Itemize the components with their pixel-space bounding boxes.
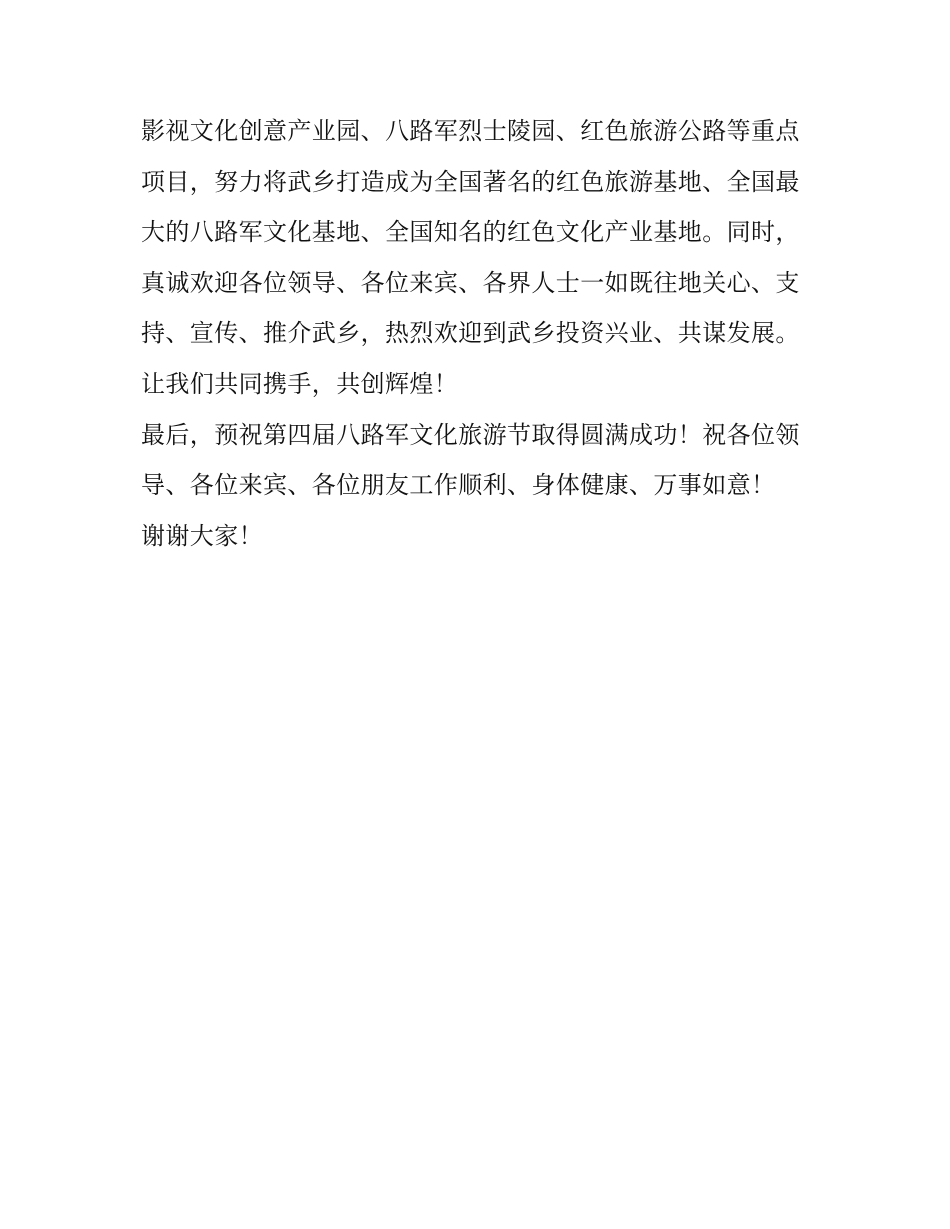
text-line: 项目，努力将武乡打造成为全国著名的红色旅游基地、全国最 (141, 167, 800, 196)
text-line: 大的八路军文化基地、全国知名的红色文化产业基地。同时， (141, 218, 800, 247)
text-line: 影视文化创意产业园、八路军烈士陵园、红色旅游公路等重点 (141, 117, 800, 145)
text-line: 谢谢大家！ (141, 521, 263, 550)
text-line: 真诚欢迎各位领导、各位来宾、各界人士一如既往地关心、支 (141, 268, 800, 297)
text-line: 最后，预祝第四届八路军文化旅游节取得圆满成功！祝各位领 (141, 420, 800, 449)
body-text (141, 106, 821, 561)
text-line: 持、宣传、推介武乡，热烈欢迎到武乡投资兴业、共谋发展。 (141, 319, 800, 348)
text-line: 导、各位来宾、各位朋友工作顺利、身体健康、万事如意！ (141, 471, 776, 500)
text-line: 让我们共同携手，共创辉煌！ (141, 369, 459, 398)
